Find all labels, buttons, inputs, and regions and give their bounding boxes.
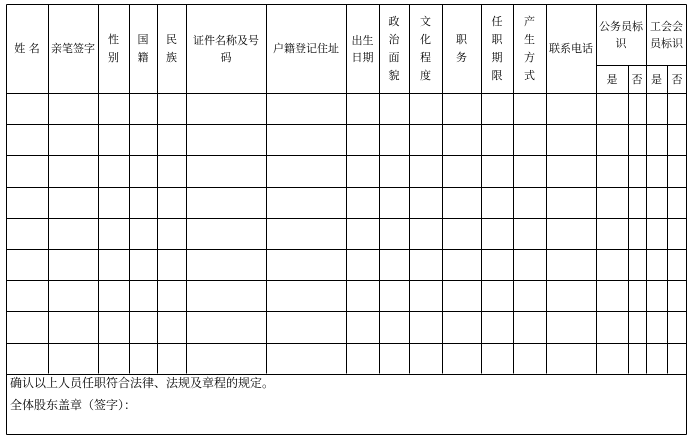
table-cell[interactable] bbox=[410, 219, 442, 249]
table-cell[interactable] bbox=[130, 94, 157, 124]
table-cell[interactable] bbox=[130, 188, 157, 218]
table-cell[interactable] bbox=[49, 250, 98, 280]
table-cell[interactable] bbox=[49, 94, 98, 124]
table-cell[interactable] bbox=[158, 156, 186, 187]
header-appointment-method: 产生方式 bbox=[524, 14, 535, 82]
table-cell[interactable] bbox=[597, 125, 628, 155]
table-cell[interactable] bbox=[130, 281, 157, 311]
table-cell[interactable] bbox=[158, 312, 186, 343]
table-cell[interactable] bbox=[187, 156, 266, 187]
table-cell[interactable] bbox=[597, 156, 628, 187]
table-cell[interactable] bbox=[443, 312, 481, 343]
table-cell[interactable] bbox=[514, 188, 546, 218]
table-cell[interactable] bbox=[443, 125, 481, 155]
table-cell[interactable] bbox=[267, 344, 346, 374]
table-cell[interactable] bbox=[647, 188, 667, 218]
table-cell[interactable] bbox=[158, 344, 186, 374]
table-cell[interactable] bbox=[7, 250, 48, 280]
table-cell[interactable] bbox=[99, 125, 129, 155]
table-cell[interactable] bbox=[380, 344, 409, 374]
table-cell[interactable] bbox=[130, 250, 157, 280]
table-cell[interactable] bbox=[347, 188, 379, 218]
table-cell[interactable] bbox=[668, 94, 687, 124]
table-cell[interactable] bbox=[443, 219, 481, 249]
table-cell[interactable] bbox=[267, 312, 346, 343]
table-cell[interactable] bbox=[668, 125, 687, 155]
table-cell[interactable] bbox=[380, 219, 409, 249]
header-term: 任职期限 bbox=[491, 14, 503, 82]
table-cell[interactable] bbox=[380, 312, 409, 343]
header-education: 文化程度 bbox=[420, 14, 431, 82]
table-cell[interactable] bbox=[99, 156, 129, 187]
table-cell[interactable] bbox=[443, 281, 481, 311]
table-cell[interactable] bbox=[597, 281, 628, 311]
table-cell[interactable] bbox=[7, 94, 48, 124]
header-household-address: 户籍登记住址 bbox=[273, 42, 339, 55]
table-cell[interactable] bbox=[668, 281, 687, 311]
table-cell[interactable] bbox=[647, 219, 667, 249]
table-cell[interactable] bbox=[597, 250, 628, 280]
table-cell[interactable] bbox=[49, 344, 98, 374]
header-birth-date: 出生日期 bbox=[351, 33, 374, 64]
table-cell[interactable] bbox=[267, 94, 346, 124]
table-cell[interactable] bbox=[267, 188, 346, 218]
table-cell[interactable] bbox=[347, 281, 379, 311]
table-cell[interactable] bbox=[410, 156, 442, 187]
table-cell[interactable] bbox=[267, 125, 346, 155]
table-cell[interactable] bbox=[668, 250, 687, 280]
table-cell[interactable] bbox=[187, 125, 266, 155]
table-cell[interactable] bbox=[514, 94, 546, 124]
table-cell[interactable] bbox=[49, 219, 98, 249]
table-cell[interactable] bbox=[514, 344, 546, 374]
table-cell[interactable] bbox=[629, 188, 646, 218]
table-cell[interactable] bbox=[7, 312, 48, 343]
table-cell[interactable] bbox=[380, 125, 409, 155]
table-cell[interactable] bbox=[99, 250, 129, 280]
header-nationality: 国籍 bbox=[137, 32, 149, 64]
table-cell[interactable] bbox=[482, 188, 513, 218]
header-political-status: 政治面貌 bbox=[388, 14, 400, 82]
table-cell[interactable] bbox=[629, 125, 646, 155]
table-cell[interactable] bbox=[410, 125, 442, 155]
table-cell[interactable] bbox=[7, 281, 48, 311]
table-cell[interactable] bbox=[514, 125, 546, 155]
table-cell[interactable] bbox=[514, 156, 546, 187]
table-cell[interactable] bbox=[647, 312, 667, 343]
table-cell[interactable] bbox=[99, 94, 129, 124]
header-civil-servant-flag: 公务员标识 bbox=[599, 19, 643, 50]
table-cell[interactable] bbox=[647, 156, 667, 187]
table-cell[interactable] bbox=[158, 250, 186, 280]
header-union-member-yes: 是 bbox=[651, 72, 662, 86]
table-cell[interactable] bbox=[668, 156, 687, 187]
table-cell[interactable] bbox=[629, 281, 646, 311]
table-cell[interactable] bbox=[443, 250, 481, 280]
table-cell[interactable] bbox=[158, 125, 186, 155]
table-cell[interactable] bbox=[49, 156, 98, 187]
header-ethnicity: 民族 bbox=[166, 32, 177, 64]
header-position: 职务 bbox=[456, 32, 467, 64]
table-cell[interactable] bbox=[7, 156, 48, 187]
table-cell[interactable] bbox=[547, 125, 596, 155]
table-cell[interactable] bbox=[380, 94, 409, 124]
table-cell[interactable] bbox=[99, 281, 129, 311]
table-cell[interactable] bbox=[482, 250, 513, 280]
table-cell[interactable] bbox=[647, 344, 667, 374]
table-cell[interactable] bbox=[547, 344, 596, 374]
table-cell[interactable] bbox=[187, 344, 266, 374]
table-cell[interactable] bbox=[597, 344, 628, 374]
table-cell[interactable] bbox=[647, 281, 667, 311]
table-cell[interactable] bbox=[547, 312, 596, 343]
header-phone: 联系电话 bbox=[549, 42, 593, 55]
table-cell[interactable] bbox=[99, 344, 129, 374]
table-cell[interactable] bbox=[158, 94, 186, 124]
table-cell[interactable] bbox=[347, 312, 379, 343]
table-cell[interactable] bbox=[347, 94, 379, 124]
table-cell[interactable] bbox=[482, 281, 513, 311]
table-cell[interactable] bbox=[347, 250, 379, 280]
table-cell[interactable] bbox=[410, 188, 442, 218]
table-cell[interactable] bbox=[482, 94, 513, 124]
table-cell[interactable] bbox=[7, 188, 48, 218]
table-cell[interactable] bbox=[629, 344, 646, 374]
table-cell[interactable] bbox=[347, 219, 379, 249]
table-cell[interactable] bbox=[410, 312, 442, 343]
table-cell[interactable] bbox=[410, 344, 442, 374]
table-cell[interactable] bbox=[647, 94, 667, 124]
table-cell[interactable] bbox=[380, 250, 409, 280]
table-cell[interactable] bbox=[514, 250, 546, 280]
table-cell[interactable] bbox=[629, 312, 646, 343]
table-cell[interactable] bbox=[629, 94, 646, 124]
table-cell[interactable] bbox=[187, 250, 266, 280]
table-cell[interactable] bbox=[514, 312, 546, 343]
table-cell[interactable] bbox=[668, 312, 687, 343]
table-cell[interactable] bbox=[629, 250, 646, 280]
header-civil-servant-yes: 是 bbox=[606, 72, 618, 86]
table-cell[interactable] bbox=[347, 344, 379, 374]
table-cell[interactable] bbox=[49, 188, 98, 218]
table-cell[interactable] bbox=[130, 344, 157, 374]
table-cell[interactable] bbox=[647, 250, 667, 280]
table-cell[interactable] bbox=[482, 219, 513, 249]
table-cell[interactable] bbox=[482, 344, 513, 374]
table-cell[interactable] bbox=[130, 125, 157, 155]
table-cell[interactable] bbox=[267, 281, 346, 311]
table-cell[interactable] bbox=[49, 125, 98, 155]
table-cell[interactable] bbox=[668, 344, 687, 374]
table-cell[interactable] bbox=[547, 250, 596, 280]
table-cell[interactable] bbox=[99, 312, 129, 343]
table-cell[interactable] bbox=[443, 156, 481, 187]
header-name: 姓 名 bbox=[14, 42, 40, 55]
table-cell[interactable] bbox=[347, 125, 379, 155]
table-cell[interactable] bbox=[597, 188, 628, 218]
table-cell[interactable] bbox=[482, 156, 513, 187]
table-cell[interactable] bbox=[158, 219, 186, 249]
table-cell[interactable] bbox=[410, 94, 442, 124]
table-cell[interactable] bbox=[158, 188, 186, 218]
header-gender: 性别 bbox=[108, 32, 119, 64]
officer-registration-form bbox=[6, 4, 687, 435]
table-cell[interactable] bbox=[597, 312, 628, 343]
table-cell[interactable] bbox=[187, 312, 266, 343]
table-cell[interactable] bbox=[7, 344, 48, 374]
table-cell[interactable] bbox=[597, 94, 628, 124]
table-cell[interactable] bbox=[267, 219, 346, 249]
table-cell[interactable] bbox=[647, 125, 667, 155]
table-cell[interactable] bbox=[443, 344, 481, 374]
table-cell[interactable] bbox=[547, 281, 596, 311]
table-cell[interactable] bbox=[130, 156, 157, 187]
table-cell[interactable] bbox=[443, 94, 481, 124]
table-cell[interactable] bbox=[49, 281, 98, 311]
shareholder-seal-label: 全体股东盖章（签字）： bbox=[10, 398, 137, 412]
table-cell[interactable] bbox=[482, 125, 513, 155]
table-cell[interactable] bbox=[410, 250, 442, 280]
table-cell[interactable] bbox=[597, 219, 628, 249]
table-cell[interactable] bbox=[482, 312, 513, 343]
table-cell[interactable] bbox=[547, 219, 596, 249]
table-cell[interactable] bbox=[7, 219, 48, 249]
table-cell[interactable] bbox=[267, 250, 346, 280]
table-cell[interactable] bbox=[410, 281, 442, 311]
table-cell[interactable] bbox=[187, 188, 266, 218]
header-id-document: 证件名称及号码 bbox=[193, 33, 259, 64]
table-cell[interactable] bbox=[668, 188, 687, 218]
table-cell[interactable] bbox=[668, 219, 687, 249]
table-cell[interactable] bbox=[443, 188, 481, 218]
table-cell[interactable] bbox=[514, 281, 546, 311]
table-cell[interactable] bbox=[187, 281, 266, 311]
header-civil-servant-no: 否 bbox=[631, 72, 643, 86]
table-cell[interactable] bbox=[380, 156, 409, 187]
header-union-member-flag: 工会会员标识 bbox=[650, 19, 683, 50]
table-cell[interactable] bbox=[347, 156, 379, 187]
table-cell[interactable] bbox=[547, 188, 596, 218]
table-cell[interactable] bbox=[187, 219, 266, 249]
header-signature: 亲笔签字 bbox=[51, 42, 95, 55]
table-cell[interactable] bbox=[49, 312, 98, 343]
table-cell[interactable] bbox=[187, 94, 266, 124]
table-cell[interactable] bbox=[380, 281, 409, 311]
table-cell[interactable] bbox=[99, 188, 129, 218]
table-cell[interactable] bbox=[629, 156, 646, 187]
confirmation-statement: 确认以上人员任职符合法律、法规及章程的规定。 bbox=[10, 376, 275, 390]
table-cell[interactable] bbox=[158, 281, 186, 311]
table-cell[interactable] bbox=[629, 219, 646, 249]
table-cell[interactable] bbox=[99, 219, 129, 249]
table-cell[interactable] bbox=[547, 156, 596, 187]
table-cell[interactable] bbox=[380, 188, 409, 218]
header-union-member-no: 否 bbox=[671, 72, 683, 86]
table-cell[interactable] bbox=[130, 219, 157, 249]
table-cell[interactable] bbox=[547, 94, 596, 124]
table-cell[interactable] bbox=[130, 312, 157, 343]
table-cell[interactable] bbox=[7, 125, 48, 155]
table-cell[interactable] bbox=[514, 219, 546, 249]
table-cell[interactable] bbox=[267, 156, 346, 187]
